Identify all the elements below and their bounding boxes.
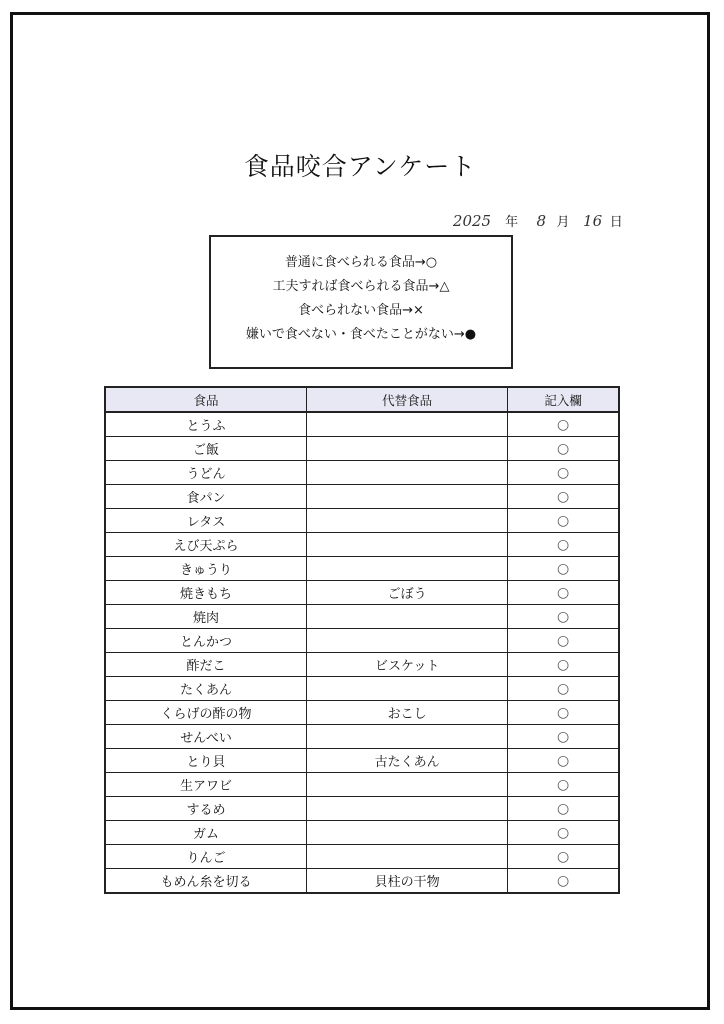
food-table bbox=[104, 386, 620, 894]
page-title: 食品咬合アンケート bbox=[243, 152, 477, 181]
food-cell: くらげの酢の物 bbox=[105, 701, 307, 725]
legend-item: 嫌いで食べない・食べたことがない→● bbox=[245, 327, 477, 342]
entry-mark[interactable]: ○ bbox=[508, 869, 619, 894]
entry-mark[interactable]: ○ bbox=[508, 653, 619, 677]
food-cell: うどん bbox=[105, 461, 307, 485]
table-row bbox=[105, 533, 619, 557]
entry-mark[interactable]: ○ bbox=[508, 749, 619, 773]
entry-mark[interactable]: ○ bbox=[508, 701, 619, 725]
table-row bbox=[105, 412, 619, 437]
day-handwritten: 16 bbox=[583, 212, 603, 230]
legend-item: 工夫すれば食べられる食品→△ bbox=[272, 279, 450, 294]
legend-item: 普通に食べられる食品→○ bbox=[284, 255, 438, 270]
food-cell: 生アワビ bbox=[105, 773, 307, 797]
alternative-cell: 古たくあん bbox=[307, 749, 508, 773]
food-cell: 食パン bbox=[105, 485, 307, 509]
table-row bbox=[105, 461, 619, 485]
alternative-cell: ビスケット bbox=[307, 653, 508, 677]
entry-mark[interactable]: ○ bbox=[508, 412, 619, 437]
food-cell: きゅうり bbox=[105, 557, 307, 581]
food-cell: とんかつ bbox=[105, 629, 307, 653]
table-row bbox=[105, 869, 619, 894]
entry-mark[interactable]: ○ bbox=[508, 725, 619, 749]
month-handwritten: 8 bbox=[536, 212, 547, 230]
food-cell: えび天ぷら bbox=[105, 533, 307, 557]
food-cell: たくあん bbox=[105, 677, 307, 701]
table-row bbox=[105, 485, 619, 509]
table-row bbox=[105, 437, 619, 461]
entry-mark[interactable]: ○ bbox=[508, 821, 619, 845]
date-line bbox=[443, 211, 623, 230]
entry-mark[interactable]: ○ bbox=[508, 437, 619, 461]
food-cell: とうふ bbox=[105, 412, 307, 437]
entry-mark[interactable]: ○ bbox=[508, 485, 619, 509]
alternative-cell bbox=[307, 533, 508, 557]
alternative-cell bbox=[307, 509, 508, 533]
alternative-cell bbox=[307, 797, 508, 821]
table-row bbox=[105, 629, 619, 653]
year-label: 年 bbox=[505, 215, 519, 230]
table-row bbox=[105, 821, 619, 845]
entry-mark[interactable]: ○ bbox=[508, 677, 619, 701]
day-label: 日 bbox=[609, 215, 623, 230]
table-row bbox=[105, 845, 619, 869]
header-alternative: 代替食品 bbox=[307, 387, 508, 412]
food-cell: せんべい bbox=[105, 725, 307, 749]
legend-box bbox=[209, 235, 513, 369]
food-cell: ガム bbox=[105, 821, 307, 845]
entry-mark[interactable]: ○ bbox=[508, 629, 619, 653]
alternative-cell bbox=[307, 412, 508, 437]
alternative-cell bbox=[307, 605, 508, 629]
entry-mark[interactable]: ○ bbox=[508, 773, 619, 797]
food-cell: ご飯 bbox=[105, 437, 307, 461]
table-header-row bbox=[105, 387, 619, 412]
legend-item: 食べられない食品→× bbox=[298, 303, 424, 318]
alternative-cell bbox=[307, 557, 508, 581]
entry-mark[interactable]: ○ bbox=[508, 533, 619, 557]
alternative-cell bbox=[307, 773, 508, 797]
food-cell: レタス bbox=[105, 509, 307, 533]
food-cell: とり貝 bbox=[105, 749, 307, 773]
alternative-cell bbox=[307, 677, 508, 701]
table-row bbox=[105, 653, 619, 677]
table-row bbox=[105, 605, 619, 629]
table-row bbox=[105, 773, 619, 797]
alternative-cell: おこし bbox=[307, 701, 508, 725]
survey-sheet bbox=[10, 12, 710, 1010]
table-row bbox=[105, 797, 619, 821]
table-row bbox=[105, 581, 619, 605]
food-cell: りんご bbox=[105, 845, 307, 869]
alternative-cell bbox=[307, 725, 508, 749]
table-row bbox=[105, 509, 619, 533]
month-label: 月 bbox=[556, 215, 570, 230]
alternative-cell: 貝柱の干物 bbox=[307, 869, 508, 894]
food-cell: するめ bbox=[105, 797, 307, 821]
food-cell: もめん糸を切る bbox=[105, 869, 307, 894]
entry-mark[interactable]: ○ bbox=[508, 605, 619, 629]
table-row bbox=[105, 677, 619, 701]
food-cell: 酢だこ bbox=[105, 653, 307, 677]
entry-mark[interactable]: ○ bbox=[508, 461, 619, 485]
alternative-cell bbox=[307, 437, 508, 461]
header-food: 食品 bbox=[105, 387, 307, 412]
table-row bbox=[105, 749, 619, 773]
food-cell: 焼きもち bbox=[105, 581, 307, 605]
entry-mark[interactable]: ○ bbox=[508, 509, 619, 533]
header-entry: 記入欄 bbox=[508, 387, 619, 412]
alternative-cell bbox=[307, 485, 508, 509]
entry-mark[interactable]: ○ bbox=[508, 845, 619, 869]
entry-mark[interactable]: ○ bbox=[508, 797, 619, 821]
year-handwritten: 2025 bbox=[452, 212, 492, 230]
food-cell: 焼肉 bbox=[105, 605, 307, 629]
alternative-cell bbox=[307, 845, 508, 869]
table-row bbox=[105, 725, 619, 749]
alternative-cell: ごぼう bbox=[307, 581, 508, 605]
alternative-cell bbox=[307, 629, 508, 653]
entry-mark[interactable]: ○ bbox=[508, 581, 619, 605]
table-row bbox=[105, 701, 619, 725]
alternative-cell bbox=[307, 821, 508, 845]
entry-mark[interactable]: ○ bbox=[508, 557, 619, 581]
alternative-cell bbox=[307, 461, 508, 485]
table-row bbox=[105, 557, 619, 581]
